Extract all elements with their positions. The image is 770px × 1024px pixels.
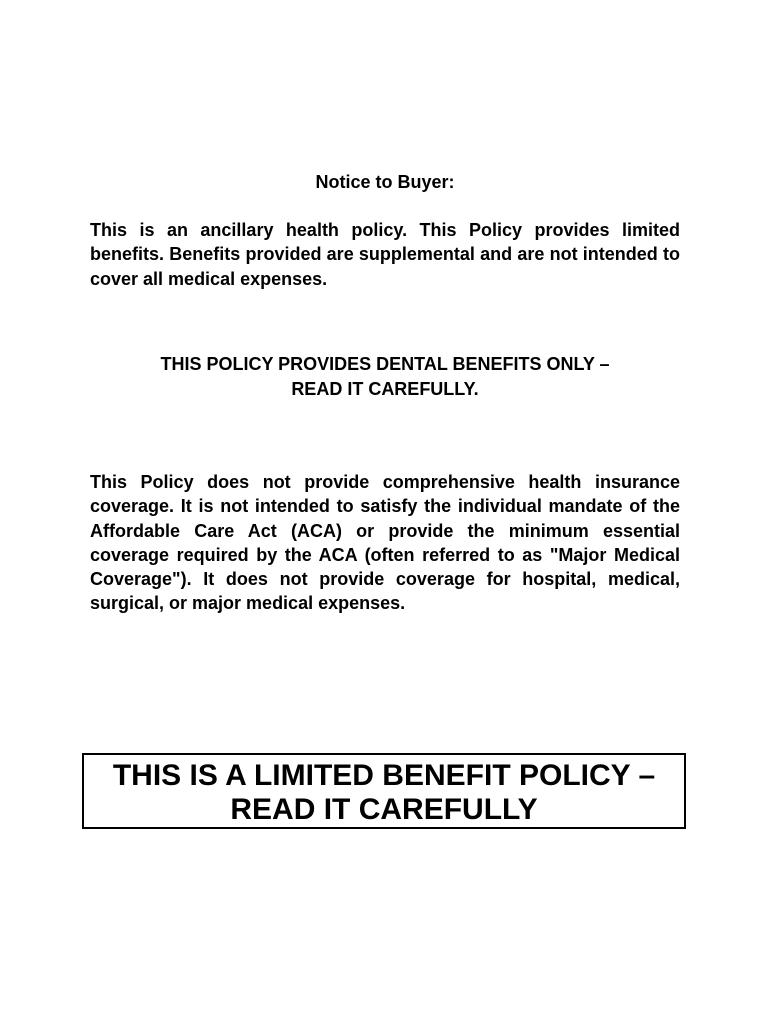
- notice-title: Notice to Buyer:: [315, 172, 455, 192]
- coverage-disclaimer-paragraph: This Policy does not provide comprehensive health insurance coverage. It is not intended to satisfy the individual mandate of the Affordable Care Act (ACA) or provide the minimum essential coverage required by the ACA (often referred to as "Major Medical Coverage"). It does not provide coverage for hospital, medical, surgical, or major medical expenses.: [90, 472, 680, 614]
- limited-benefit-line-2: READ IT CAREFULLY: [230, 793, 538, 826]
- dental-benefits-notice: [0, 352, 770, 402]
- limited-benefit-box: [82, 753, 686, 829]
- ancillary-policy-paragraph: This is an ancillary health policy. This Policy provides limited benefits. Benefits provided are supplemental and are not intended to cover all medical expenses.: [90, 220, 680, 289]
- dental-notice-line-2: READ IT CAREFULLY.: [291, 379, 479, 399]
- limited-benefit-line-1: THIS IS A LIMITED BENEFIT POLICY –: [112, 759, 656, 792]
- dental-notice-line-1: THIS POLICY PROVIDES DENTAL BENEFITS ONLY –: [160, 354, 610, 374]
